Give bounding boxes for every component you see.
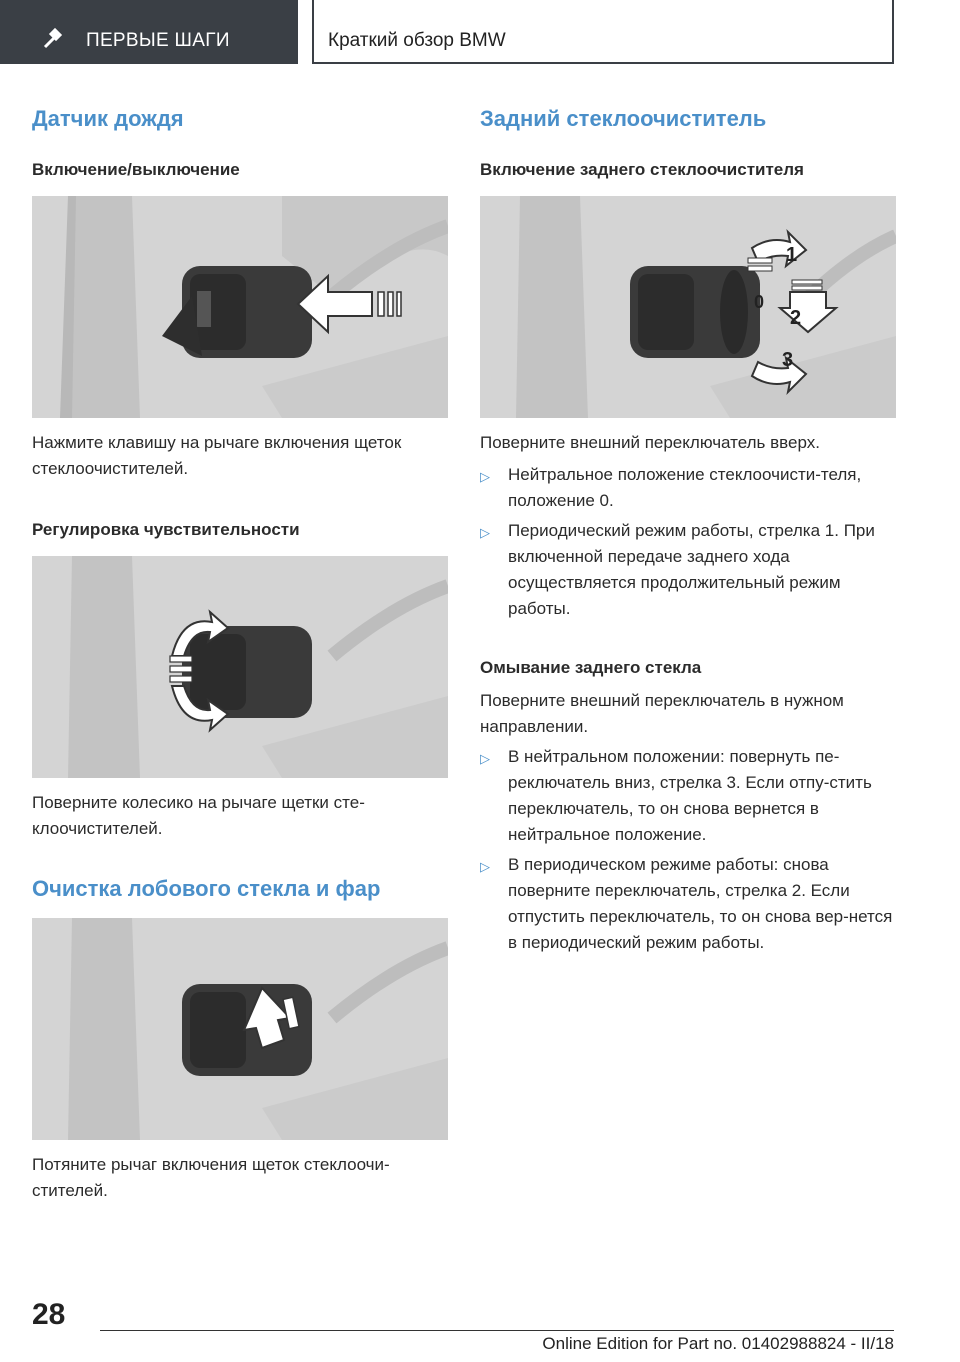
wheel-image	[32, 556, 448, 778]
lever-pull-image	[32, 918, 448, 1140]
onoff-heading: Включение/выключение	[32, 160, 240, 179]
header-chapter-box	[312, 0, 894, 64]
bullet-triangle-icon: ▷	[480, 751, 490, 766]
bullet-triangle-icon: ▷	[480, 525, 490, 540]
washing-text: Потяните рычаг включения щеток стеклоочи-стителей.	[32, 1155, 390, 1200]
header-section-label: ПЕРВЫЕ ШАГИ	[86, 30, 230, 51]
bullet-triangle-icon: ▷	[480, 469, 490, 484]
rear-enable-text: Поверните внешний переключатель вверх.	[480, 433, 820, 452]
rear-wash-heading: Омывание заднего стекла	[480, 658, 702, 677]
sensitivity-text: Поверните колесико на рычаге щетки сте-клоочистителей.	[32, 793, 365, 838]
rear-switch-image	[480, 196, 896, 418]
footer-divider	[100, 1330, 894, 1331]
arrow-label-one: 1	[786, 244, 798, 266]
bullet-triangle-icon: ▷	[480, 859, 490, 874]
rear-wiper-title: Задний стеклоочиститель	[480, 106, 767, 131]
rain-sensor-title: Датчик дождя	[32, 106, 184, 131]
onoff-text: Нажмите клавишу на рычаге включения щеток стеклоочистителей.	[32, 433, 402, 478]
arrow-label-zero: 0	[754, 292, 765, 312]
rear-enable-heading: Включение заднего стеклоочистителя	[480, 160, 804, 179]
lever-button-image	[32, 196, 448, 418]
washing-title: Очистка лобового стекла и фар	[32, 876, 381, 901]
rear-wash-bullet-1: ▷ В нейтральном положении: повернуть пе-реключатель вниз, стрелка 3. Если отпу-стить переключатель, то он снова вернется в нейтральное положение.	[480, 747, 872, 844]
footer-edition: Online Edition for Part no. 01402988824 - II/18	[542, 1334, 894, 1353]
rear-wash-bullet-2: ▷ В периодическом режиме работы: снова поверните переключатель, стрелка 2. Если отпустить переключатель, то он снова вер-нется в периодический режим работы.	[480, 855, 893, 952]
wrench-icon	[42, 28, 64, 50]
rear-wash-text: Поверните внешний переключатель в нужном направлении.	[480, 691, 844, 736]
arrow-label-two: 2	[790, 307, 802, 329]
header-section-tab[interactable]	[0, 0, 298, 64]
page-number: 28	[32, 1298, 66, 1331]
rear-enable-bullet-1: ▷ Нейтральное положение стеклоочисти-теля, положение 0.	[480, 465, 862, 510]
rear-enable-bullet-2: ▷ Периодический режим работы, стрелка 1. При включенной передаче заднего хода осуществляется продолжительный режим работы.	[480, 521, 875, 618]
header-chapter-label: Краткий обзор BMW	[328, 30, 506, 51]
sensitivity-heading: Регулировка чувствительности	[32, 520, 300, 539]
arrow-label-three: 3	[782, 349, 794, 371]
